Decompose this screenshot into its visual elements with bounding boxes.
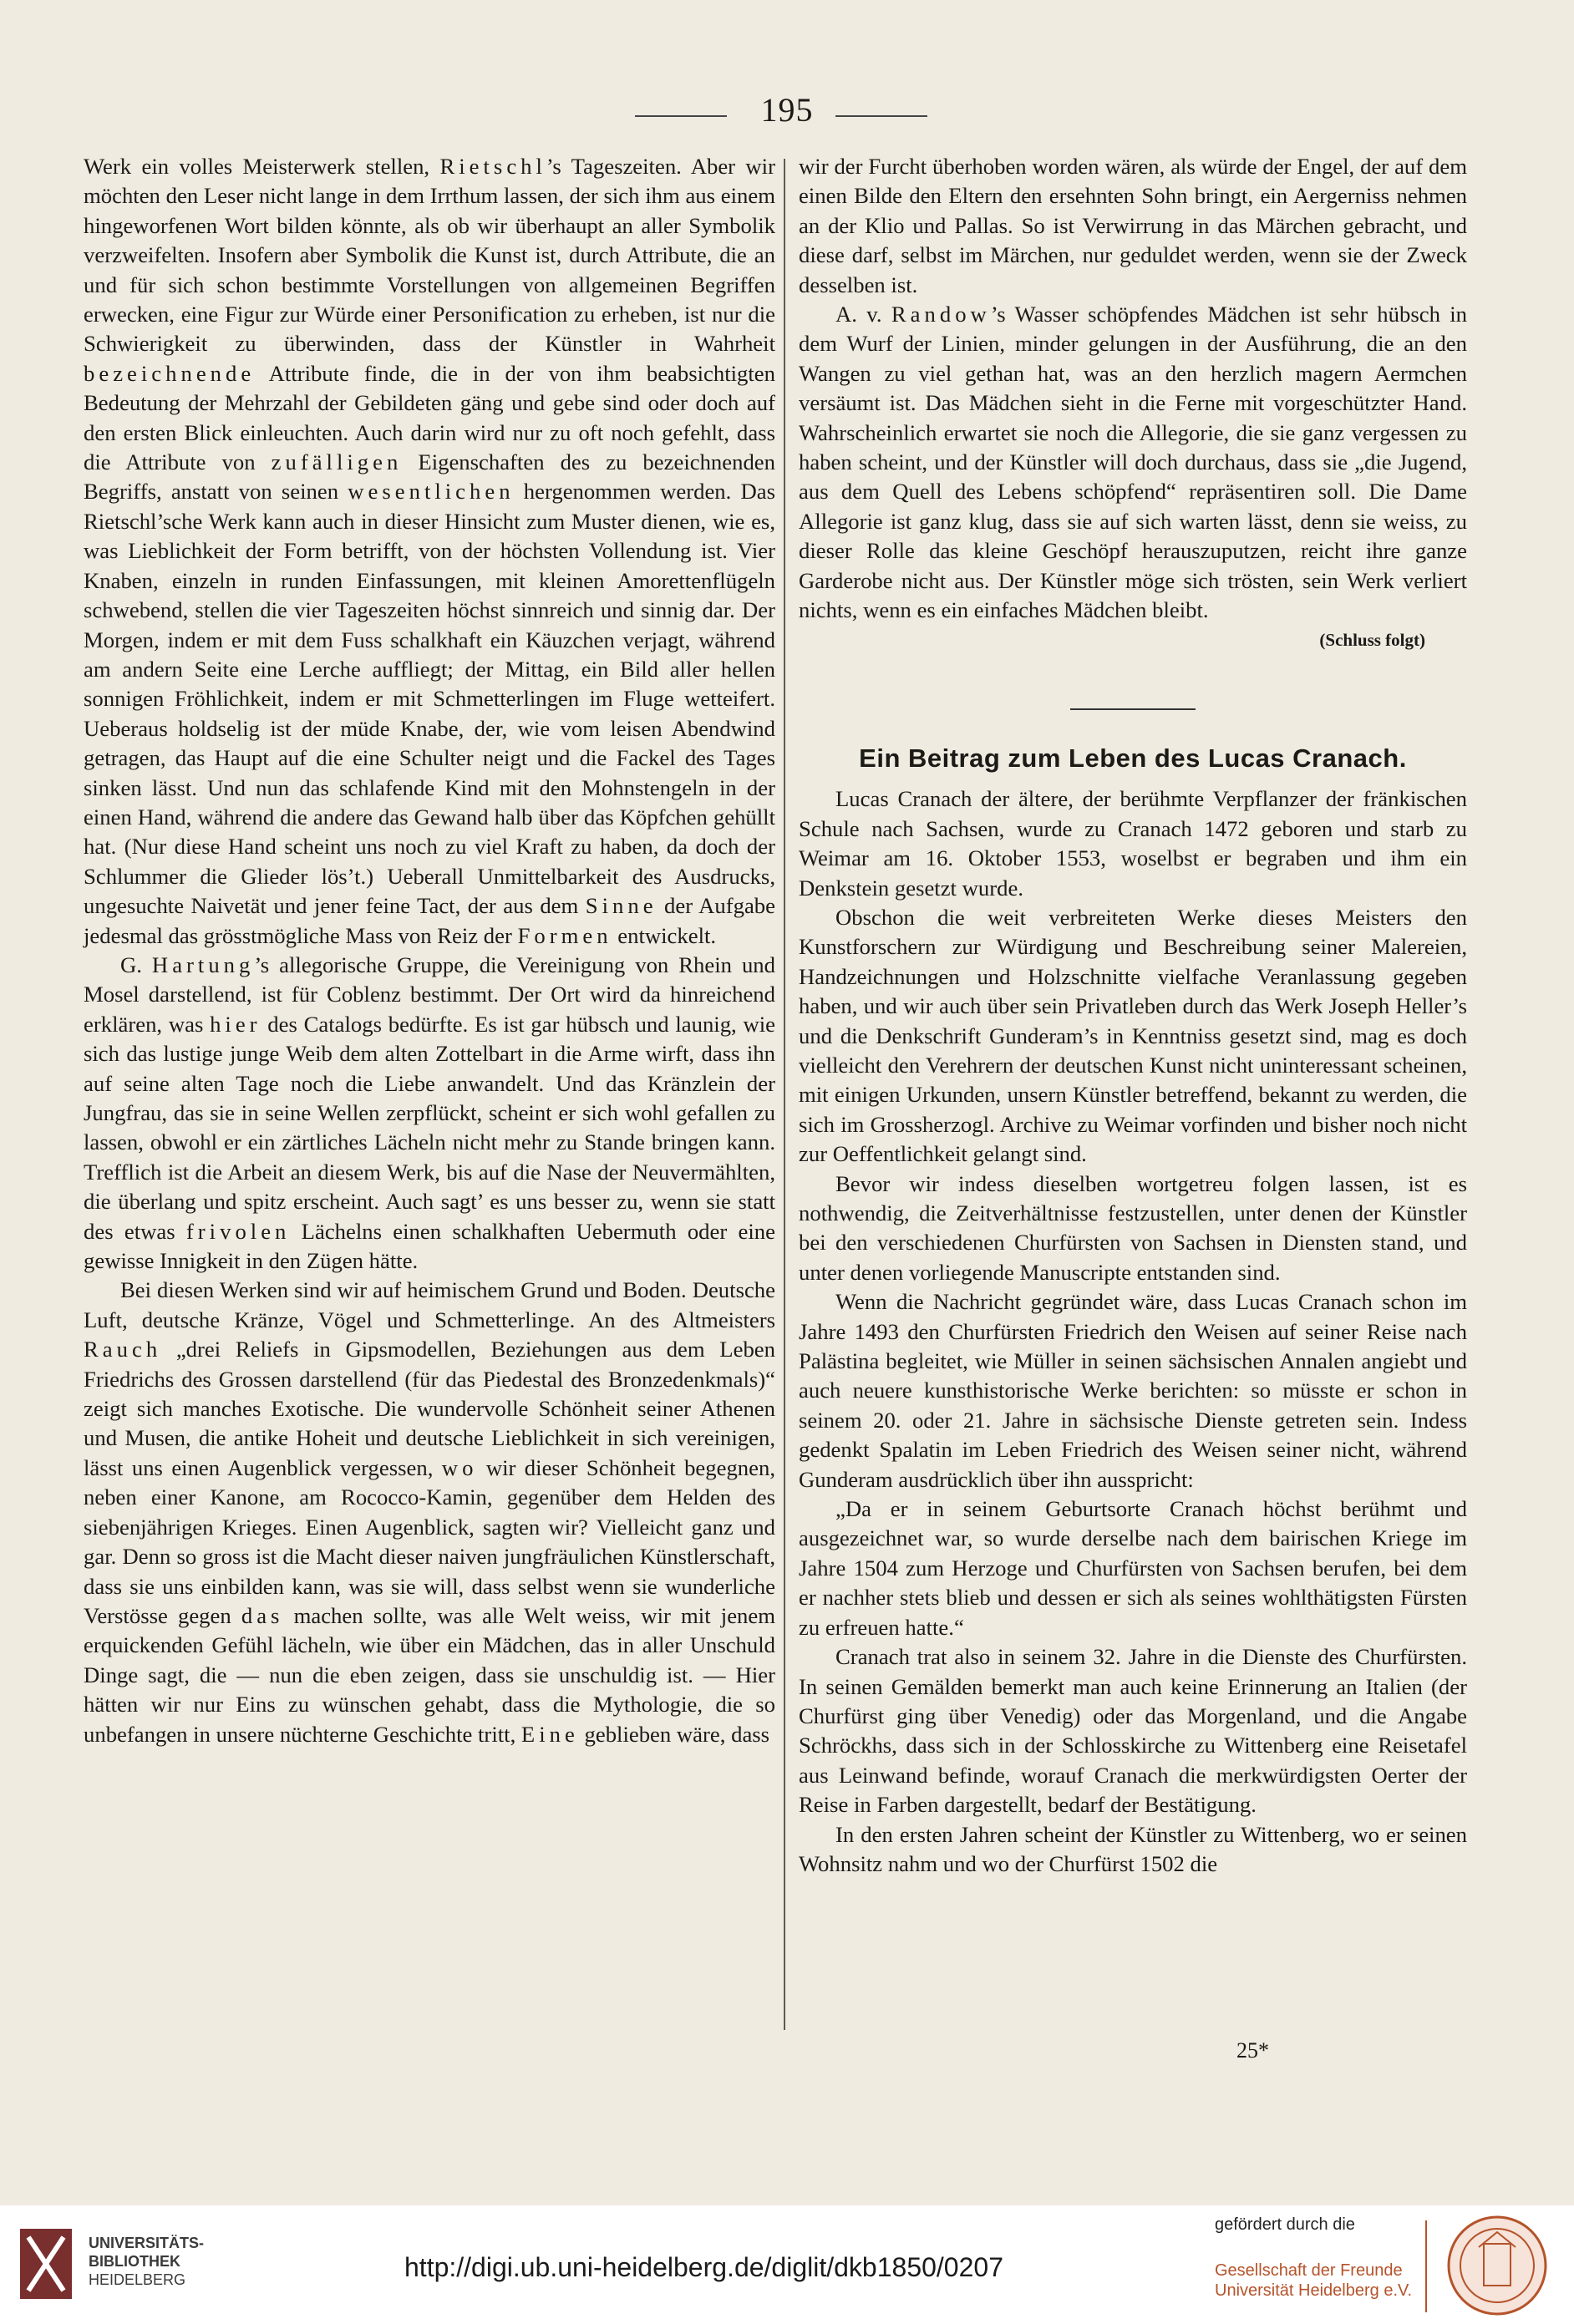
sponsor-name-line1: Gesellschaft der Freunde: [1215, 2261, 1403, 2280]
page-number: 195: [760, 91, 814, 129]
digitization-footer: [0, 2205, 1574, 2324]
left-column-paragraph: Bei diesen Werken sind wir auf heimischem Grund und Boden. Deutsche Luft, deutsche Kränze, Vögel und Schmetterlinge. An des Altmeisters Rauch „drei Reliefs in Gipsmodellen, Beziehungen aus dem Leben Friedrichs des Grossen darstellend (für das Piedestal des Bronzedenkmals)“ zeigt sich manches Exotische. Die wundervolle Schönheit seiner Athenen und Musen, die antike Hoheit und deutsche Lieblichkeit in sich vereinigen, lässt uns einen Augenblick vergessen, wo wir dieser Schönheit begegnen, neben einer Kanone, am Rococco-Kamin, gegenüber dem Helden des siebenjährigen Krieges. Einen Augenblick, sagten wir? Vielleicht ganz und gar. Denn so gross ist die Macht dieser naiven jungfräulichen Künstlerschaft, dass sie uns einbilden kann, was sie will, dass selbst wenn sie wunderliche Verstösse gegen das machen sollte, was alle Welt weiss, wir mit jenem erquickenden Gefühl lächeln, wie über ein Mädchen, das in aller Unschuld Dinge sagt, die — nun die eben zeigen, dass sie unschuldig ist. — Hier hätten wir nur Eins zu wünschen gehabt, dass die Mythologie, die so unbefangen in unsere nüchterne Geschichte tritt, Eine geblieben wäre, dass: [84, 1277, 775, 1747]
article-paragraph: Obschon die weit verbreiteten Werke dieses Meisters den Kunstforschern zur Würdigung und Beschreibung seiner Malereien, Handzeichnungen und Holzschnitte vielfache Veranlassung gegeben haben, und wir auch über sein Privatleben durch das Werk Joseph Heller’s und die Denkschrift Gunderam’s in Kenntniss gesetzt sind, mag es doch vielleicht den Verehrern der deutschen Kunst nicht uninteressant scheinen, mit einigen Urkunden, unsern Künstler betreffend, bekannt zu werden, die sich im Grossherzogl. Archive zu Weimar vorfinden und bisher noch nicht zur Oeffentlichkeit gelangt sind.: [799, 904, 1467, 1167]
footer-divider: [1425, 2220, 1427, 2312]
funded-by-label: gefördert durch die: [1215, 2215, 1355, 2234]
to-be-continued-note: (Schluss folgt): [1319, 629, 1425, 650]
article-paragraph: Wenn die Nachricht gegründet wäre, dass Lucas Cranach schon im Jahre 1493 den Churfürsten Friedrich den Weisen auf seiner Reise nach Palästina begleitet, wie Müller in seinen sächsischen Annalen angiebt und auch neuere kunsthistorische Werke berichten: so müsste er schon in seinem 20. oder 21. Jahre in sächsische Dienste getreten sein. Indess gedenkt Spalatin im Leben Friedrich des Weisen seiner nicht, während Gunderam ausdrücklich über ihn ausspricht:: [799, 1289, 1467, 1492]
article-paragraph: „Da er in seinem Geburtsorte Cranach höchst berühmt und ausgezeichnet war, so wurde derselbe nach dem bairischen Kriege im Jahre 1504 zum Herzoge und Churfürsten von Sachsen berufen, bei dem er nachher stets blieb und dessen er sich als seines wohlthätigsten Fürsten zu erfreuen hatte.“: [799, 1496, 1467, 1640]
section-rule: [1070, 708, 1196, 710]
article-paragraph: Lucas Cranach der ältere, der berühmte Verpflanzer der fränkischen Schule nach Sachsen, wurde zu Cranach 1472 geboren und starb zu Weimar am 16. Oktober 1553, woselbst er begraben und ihm ein Denkstein gesetzt wurde.: [799, 786, 1467, 901]
ub-heidelberg-logo-icon: [17, 2225, 75, 2302]
printer-signature: 25*: [1236, 2038, 1269, 2063]
library-name-line2: BIBLIOTHEK: [89, 2253, 180, 2270]
page-number-rule-right: [835, 115, 927, 117]
right-column-paragraph: wir der Furcht überhoben worden wären, als würde der Engel, der auf dem einen Bilde den Eltern den ersehnten Sohn bringt, ein Aergerniss nehmen an der Klio und Pallas. So ist Verwirrung in das Märchen gebracht, und diese darf, selbst im Märchen, nur geduldet werden, wenn sie der Zweck desselben ist.: [799, 154, 1467, 297]
left-column-paragraph: Werk ein volles Meisterwerk stellen, Rietschl’s Tageszeiten. Aber wir möchten den Leser nicht lange in dem Irrthum lassen, der sich ihm aus einem hingeworfenen Wort bilden könnte, als ob wir überhaupt an aller Symbolik verzweifelten. Insofern aber Symbolik die Kunst ist, durch Attribute, die an und für sich schon bestimmte Vorstellungen von allgemeinen Begriffen erwecken, eine Figur zur Würde einer Personification zu erheben, ist nur die Schwierigkeit zu überwinden, dass der Künstler in Wahrheit bezeichnende Attribute finde, die in der von ihm beabsichtigten Bedeutung der Mehrzahl der Gebildeten gäng und gebe sind oder doch auf den ersten Blick einleuchten. Auch darin wird nur zu oft noch gefehlt, dass die Attribute von zufälligen Eigenschaften des zu bezeichnenden Begriffs, anstatt von seinen wesentlichen hergenommen werden. Das Rietschl’sche Werk kann auch in dieser Hinsicht zum Muster dienen, wie es, was Lieblichkeit der Form betrifft, von der höchsten Vollendung ist. Vier Knaben, einzeln in runden Einfassungen, mit kleinen Amorettenflügeln schwebend, stellen die vier Tageszeiten höchst sinnreich und sinnig dar. Der Morgen, indem er mit dem Fuss schalkhaft ein Käuzchen verjagt, während am andern Seite eine Lerche auffliegt; der Mittag, ein Bild aller hellen sonnigen Fröhlichkeit, indem er mit Schmetterlingen im Fluge wetteifert. Ueberaus holdselig ist der müde Knabe, der, wie vom leisen Abendwind getragen, das Haupt auf die eine Schulter neigt und die Fackel des Tages sinken lässt. Und nun das schlafende Kind mit den Mohnstengeln in der einen Hand, während die andere das Gewand halb über das Köpfchen gehüllt hat. (Nur diese Hand scheint uns noch zu viel Kraft zu haben, da doch der Schlummer die Glieder lös’t.) Ueberall Unmittelbarkeit des Ausdrucks, ungesuchte Naivetät und jener feine Tact, der aus dem Sinne der Aufgabe jedesmal das grösstmögliche Mass von Reiz der Formen entwickelt.: [84, 154, 776, 948]
article-body: [799, 784, 1467, 1879]
library-name: [89, 2234, 204, 2289]
library-name-line3: HEIDELBERG: [89, 2271, 186, 2288]
left-column-paragraph: G. Hartung’s allegorische Gruppe, die Vereinigung von Rhein und Mosel darstellend, ist für Coblenz bestimmt. Der Ort wird da hinreichend erklären, was hier des Catalogs bedürfte. Es ist gar hübsch und launig, wie sich das lustige junge Weib dem alten Zottelbart in die Arme wirft, dass ihn auf seine alten Tage noch die Liebe anwandelt. Und das Kränzlein der Jungfrau, das sie in seine Wellen zerpflückt, scheint er sich wohl gefallen zu lassen, obwohl er ein zärtliches Lächeln nicht mehr zu Stande bringen kann. Trefflich ist die Arbeit an diesem Werk, bis auf die Nase der Neuvermählten, die überlang und spitz erscheint. Auch sagt’ es uns besser zu, wenn sie statt des etwas frivolen Lächelns einen schalkhaften Uebermuth oder eine gewisse Innigkeit in den Zügen hätte.: [84, 951, 775, 1274]
article-paragraph: Cranach trat also in seinem 32. Jahre in die Dienste des Churfürsten. In seinen Gemälden bemerkt man auch keine Erinnerung an Italien (der Churfürst ging über Venedig) oder das Morgenland, und die Angabe Schröckhs, dass sich in der Schlosskirche zu Wittenberg eine Reisetafel aus Leinwand befinde, worauf Cranach die merkwürdigsten Oerter der Reise in Farben dargestellt, bedarf der Bestätigung.: [799, 1644, 1467, 1818]
sponsor-name: [1215, 2261, 1412, 2301]
library-name-line1: UNIVERSITÄTS-: [89, 2235, 205, 2251]
left-column: [84, 152, 775, 1749]
permalink-url[interactable]: http://digi.ub.uni-heidelberg.de/diglit/dkb1850/0207: [404, 2252, 1003, 2282]
column-divider: [784, 159, 785, 2030]
article-paragraph: In den ersten Jahren scheint der Künstler zu Wittenberg, wo er seinen Wohnsitz nahm und wo der Churfürst 1502 die: [799, 1821, 1467, 1876]
right-column-continuation: [799, 152, 1467, 626]
sponsor-name-line2: Universität Heidelberg e.V.: [1215, 2281, 1413, 2300]
university-seal-icon: [1445, 2214, 1549, 2317]
right-column-paragraph: A. v. Randow’s Wasser schöpfendes Mädchen ist sehr hübsch in dem Wurf der Linien, minder gelungen in der Ausführung, die an den Wangen zu viel gethan hat, was an den herzlich magern Aermchen versäumt ist. Das Mädchen sieht in die Ferne mit vorgeschützter Hand. Wahrscheinlich erwartet sie noch die Allegorie, die sie ganz vergessen zu haben scheint, und der Künstler will doch durchaus, dass sie „die Jugend, aus dem Quell des Lebens schöpfend“ repräsentiren soll. Die Dame Allegorie ist ganz klug, dass sie auf sich warten lässt, denn sie weiss, zu dieser Rolle das kleine Geschöpf herauszuputzen, reicht ihre ganze Garderobe nicht aus. Der Künstler möge sich trösten, sein Werk verliert nichts, wenn es ein einfaches Mädchen bleibt.: [799, 302, 1467, 623]
right-column: [799, 152, 1467, 1879]
article-title: Ein Beitrag zum Leben des Lucas Cranach.: [859, 743, 1407, 773]
article-paragraph: Bevor wir indess dieselben wortgetreu folgen lassen, ist es nothwendig, die Zeitverhältnisse festzustellen, unter denen der Künstler bei den verschiedenen Churfürsten von Sachsen in Diensten stand, und unter denen vorliegende Manuscripte entstanden sind.: [799, 1170, 1467, 1285]
